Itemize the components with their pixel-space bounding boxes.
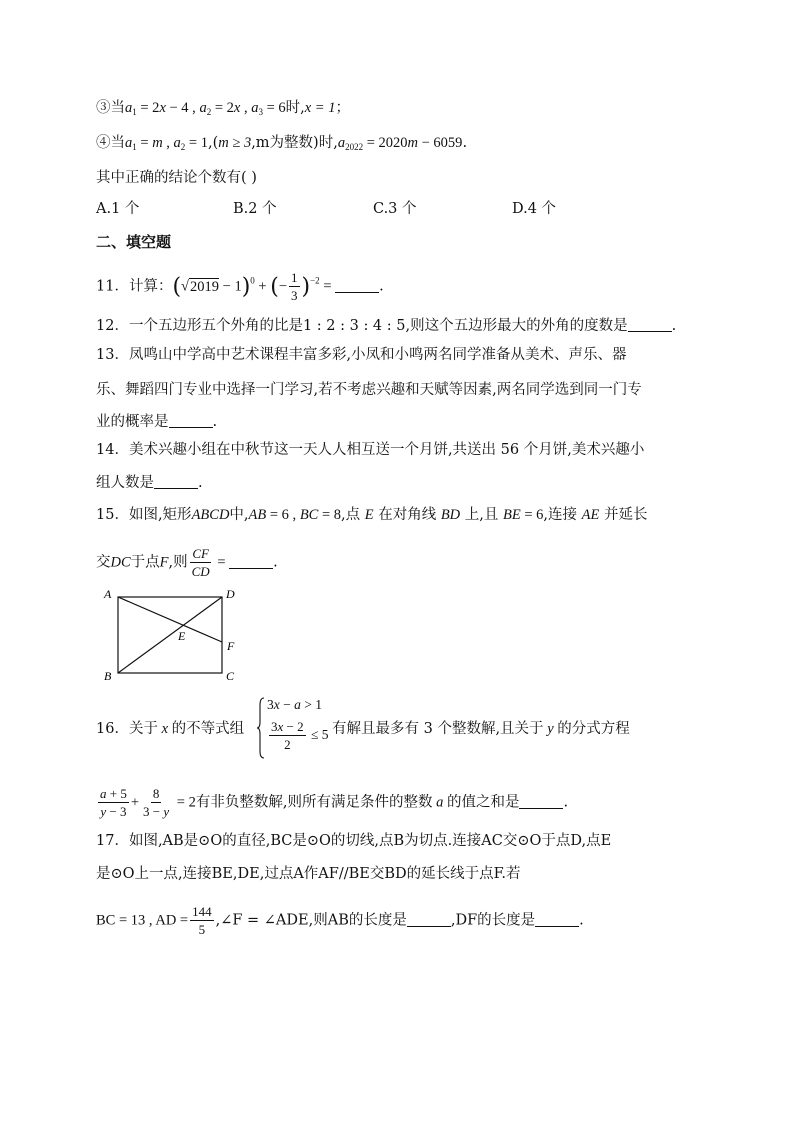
answer-blank-17b[interactable] (535, 912, 579, 927)
inequality-1: 3x − a > 1 (267, 697, 322, 712)
q17-fraction (190, 904, 214, 937)
q16-line2-end: 的值之和是 (446, 794, 520, 811)
q13-line3-text: 业的概率是 (96, 414, 169, 430)
answer-blank-11[interactable] (335, 278, 379, 293)
q16-pre: 16．关于 (96, 721, 158, 737)
label-a: A (104, 587, 112, 601)
label-c: C (226, 669, 235, 683)
q15-line2-post: ,则 (168, 554, 188, 571)
label-b: B (104, 669, 112, 683)
q16-mid2: 有解且最多有 3 个整数解,且关于 (332, 721, 544, 737)
q16-line1: 16．关于 x 的不等式组 (96, 721, 245, 737)
q17-line3 (96, 904, 584, 937)
option-a: A.1 个 (96, 201, 140, 217)
statement-3-cond: 时, (285, 100, 305, 116)
q13-line3 (96, 412, 217, 432)
inequality-2: $\frac{3x - 2}{2}$ ≤ 5 (271, 719, 329, 752)
q14-end: . (198, 475, 203, 491)
answer-blank-12[interactable] (628, 317, 672, 332)
q17-frac-num: 144 (192, 904, 212, 919)
question-11: 11．计算：$(√2019 - 1)^0$ + (− $\frac{1}{3}$ )$^{-2}$ = . (96, 270, 384, 303)
section-title: 二、填空题 (96, 233, 172, 251)
q15-line2: 交DC于点F,则 $\frac{CF}{CD}$ = . (96, 546, 278, 579)
statement-4-cond: m ≥ 3 (218, 135, 252, 151)
answer-blank-17a[interactable] (407, 912, 451, 927)
q16-mid1: 的不等式组 (171, 721, 245, 737)
q13-end: . (212, 414, 218, 430)
option-d: D.4 个 (512, 201, 557, 217)
q17-line3b: ,∠F = ∠ADE,则AB的长度是 (215, 912, 407, 929)
answer-blank-13[interactable] (169, 413, 213, 428)
rectangle-figure (100, 585, 250, 685)
question-12 (96, 316, 676, 336)
q14-line1: 14．美术兴趣小组在中秋节这一天人人相互送一个月饼,共送出 56 个月饼,美术兴趣小 (96, 442, 645, 458)
statement-4-mid: ,( (207, 135, 219, 151)
q16-end: . (563, 794, 569, 811)
q15-line2-mid: 于点 (130, 554, 160, 571)
answer-blank-16[interactable] (519, 794, 563, 809)
q15-line2-pre: 交 (96, 554, 111, 571)
label-d: D (226, 587, 235, 601)
statement-4-end: . (462, 135, 468, 151)
q17-line3a: BC = 13 , AD = (96, 912, 189, 929)
q17-line2: 是⊙O上一点,连接BE,DE,过点A作AF//BE交BD的延长线于点F.若 (96, 866, 521, 882)
label-f: F (227, 639, 235, 653)
q13-line1: 13．凤鸣山中学高中艺术课程丰富多彩,小凤和小鸣两名同学准备从美术、声乐、器 (96, 347, 627, 363)
q11-end: . (379, 278, 384, 295)
question-text: 其中正确的结论个数有( ) (96, 170, 257, 186)
q16-mid3: 的分式方程 (557, 721, 630, 737)
statement-3-result: x = 1 (304, 100, 336, 116)
q17-line1: 17．如图,AB是⊙O的直径,BC是⊙O的切线,点B为切点.连接AC交⊙O于点D,点E (96, 833, 612, 849)
q16-line2-text: 有非负整数解,则所有满足条件的整数 (195, 794, 433, 811)
q15-end: . (273, 554, 278, 571)
brace-icon (257, 697, 265, 759)
q13-line2: 乐、舞蹈四门专业中选择一门学习,若不考虑兴趣和天赋等因素,两名同学选到同一门专 (96, 382, 642, 398)
q17-line3c: ,DF的长度是 (450, 912, 536, 929)
q17-end: . (579, 912, 584, 929)
statement-3-end: ； (335, 100, 350, 116)
q12-end: . (671, 318, 677, 334)
q11-label: 11．计算： (96, 278, 173, 295)
statement-3-prefix: ③当 (96, 100, 125, 116)
statement-4-prefix: ④当 (96, 135, 125, 151)
statement-4: ④当$a_1 = m$ , $a_2 = 1,(m \ge 3,m$为整数)时$,a_{2022} = 2020m - 6059$. (96, 135, 468, 152)
q16-line2: $\frac{a + 5}{y - 3}$ + $\frac{8}{3 - y}$ = 2有非负整数解,则所有满足条件的整数 a 的值之和是 . (100, 786, 569, 819)
label-e: E (178, 629, 186, 643)
q17-frac-den: 5 (198, 922, 206, 937)
answer-blank-15[interactable] (229, 554, 273, 569)
statement-4-text: ,m为整数)时, (251, 135, 338, 151)
q16-line1-cont: 有解且最多有 3 个整数解,且关于 y 的分式方程 (332, 721, 630, 737)
option-b: B.2 个 (233, 201, 277, 217)
statement-3: ③当$a_1 = 2x - 4$ , $a_2 = 2x$ , $a_3 = 6$时,x = 1； (96, 100, 350, 117)
q15-line1-text: 15．如图,矩形 (96, 507, 192, 523)
q14-line2-text: 组人数是 (96, 475, 154, 491)
q15-line1: 15．如图,矩形ABCD中,AB = 6 , BC = 8,点 E 在对角线 BD 上,且 BE = 6,连接 AE 并延长 (96, 507, 648, 523)
answer-blank-14[interactable] (154, 474, 198, 489)
q14-line2 (96, 473, 203, 493)
option-c: C.3 个 (373, 201, 417, 217)
q12-text: 12．一个五边形五个外角的比是1 : 2 : 3 : 4 : 5,则这个五边形最大的外角的度数是 (96, 318, 628, 334)
